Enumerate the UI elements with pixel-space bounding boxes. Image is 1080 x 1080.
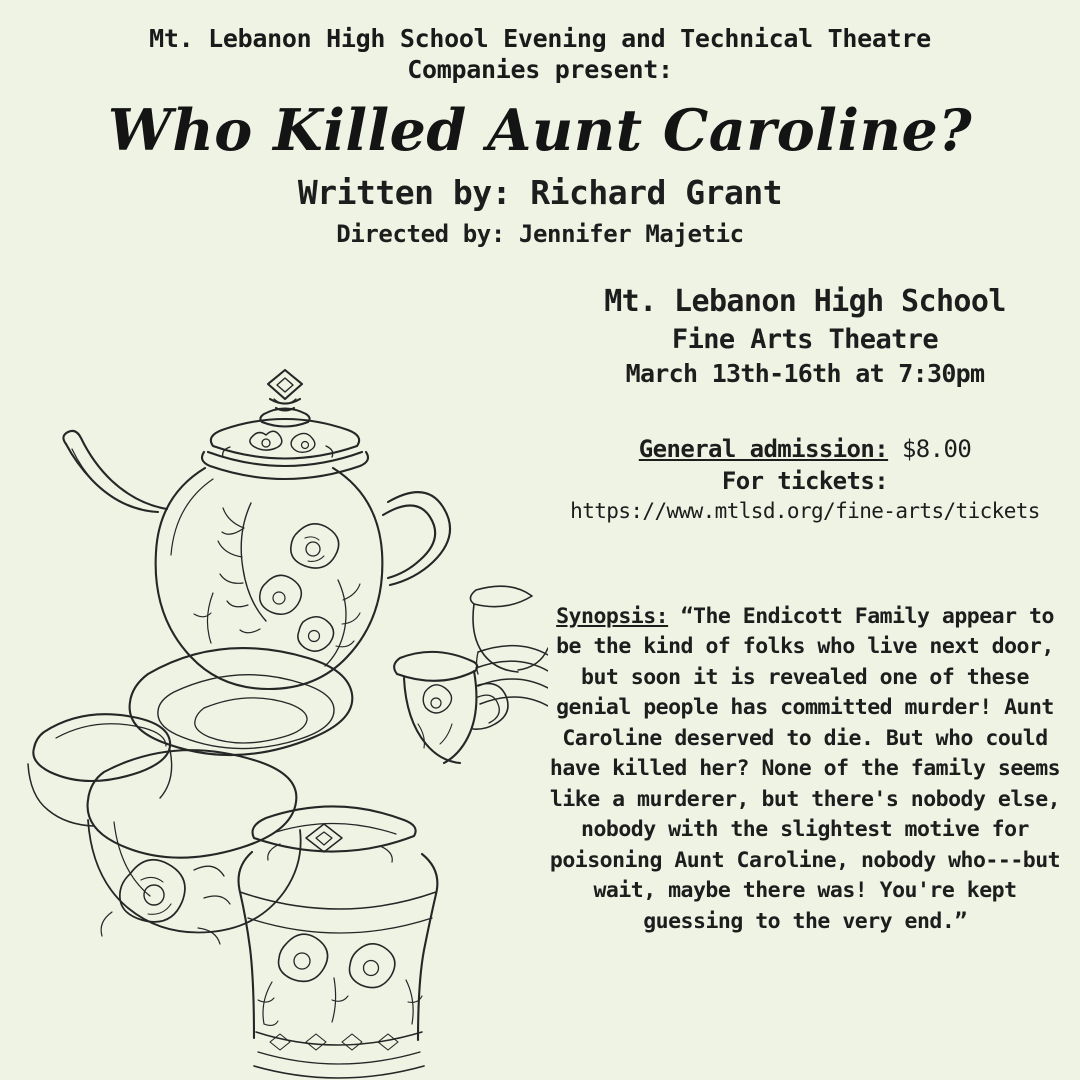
directed-by: Directed by: Jennifer Majetic <box>336 219 744 248</box>
tickets-block <box>540 434 1070 524</box>
admission-label: General admission: <box>638 434 889 463</box>
for-tickets-label: For tickets: <box>721 466 889 495</box>
presenter-line-2: Companies present: <box>407 54 673 84</box>
synopsis-text: “The Endicott Family appear to be the kind of folks who live next door, but soon it is revealed one of these genial people has committed murder! Aunt Caroline deserved to die. But who could have killed her? None of the family seems like a murderer, but there's nobody else, nobody with the slightest motive for poisoning Aunt Caroline, nobody who---but wait, maybe there was! You're kept guessing to the very end.” <box>549 603 1061 934</box>
written-by: Written by: Richard Grant <box>297 172 783 212</box>
synopsis-label: Synopsis: <box>556 603 669 629</box>
details-column <box>540 285 1070 937</box>
presenter-line <box>0 24 1080 85</box>
venue-hall: Fine Arts Theatre <box>671 323 939 355</box>
admission-price: $8.00 <box>901 434 972 463</box>
teapot-illustration <box>8 352 548 1080</box>
show-title: Who Killed Aunt Caroline? <box>107 97 973 164</box>
poster-header <box>0 24 1080 248</box>
admission-line <box>540 434 1070 464</box>
ticket-url[interactable]: https://www.mtlsd.org/fine-arts/tickets <box>570 498 1040 523</box>
synopsis <box>540 602 1070 938</box>
presenter-line-1: Mt. Lebanon High School Evening and Technical Theatre <box>149 24 931 53</box>
venue-name: Mt. Lebanon High School <box>604 284 1006 319</box>
performance-dates: March 13th-16th at 7:30pm <box>625 358 985 388</box>
